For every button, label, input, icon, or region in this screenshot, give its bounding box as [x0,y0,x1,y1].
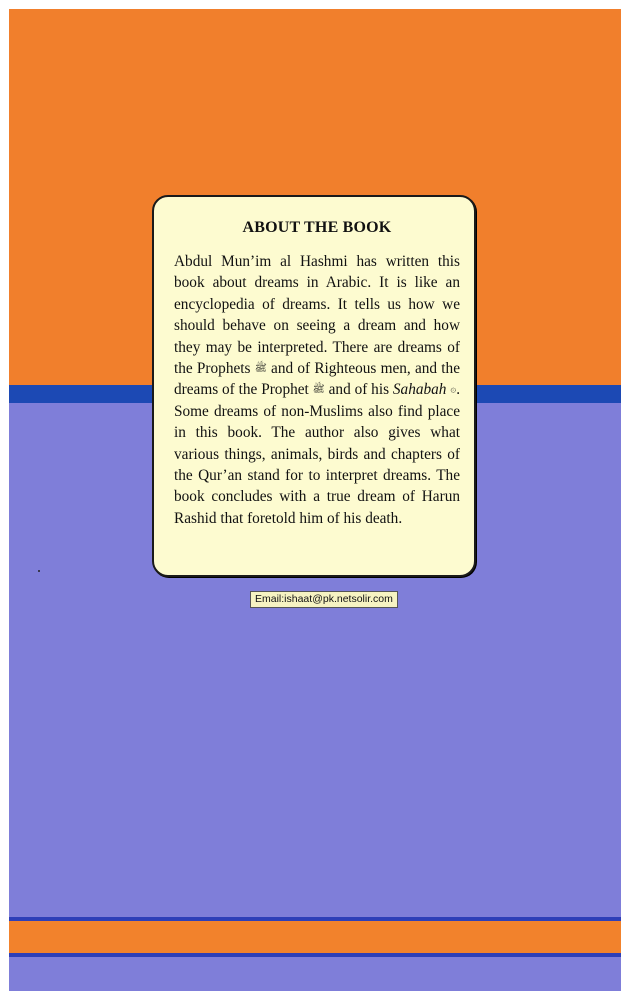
book-back-cover [9,9,621,991]
about-heading: ABOUT THE BOOK [242,219,392,236]
sahabah-word: Sahabah [392,381,447,399]
orange-band-bottom [9,921,621,953]
honorific-sahabah: ۞ [450,384,457,396]
about-panel [152,195,476,577]
honorific-prophets: ﷺ [254,363,267,375]
about-text-part-1: Abdul Mun’im al Hashmi has written this book about dreams in Arabic. It is like an encyclopedia of dreams. It tells us how we should behave on seeing a dream and how they may be interpreted. There are dreams of the Prophets [174,253,460,378]
honorific-prophet: ﷺ [312,384,325,396]
about-text-part-4: . Some dreams of non-Muslims also find place in this book. The author also gives what various things, animals, birds and chapters of the Qur’an stand for to interpret dreams. The book concludes with a true dream of Harun Rashid that foretold him of his death. [174,381,461,527]
about-text [174,251,460,529]
about-text-part-3: and of his [324,381,393,399]
email-label: Email:ishaat@pk.netsolir.com [250,591,398,608]
speck-mark [38,570,40,572]
about-text-part-2: and of Righteous men, and the dreams of the Prophet [174,360,460,399]
purple-band-bottom [9,957,621,991]
